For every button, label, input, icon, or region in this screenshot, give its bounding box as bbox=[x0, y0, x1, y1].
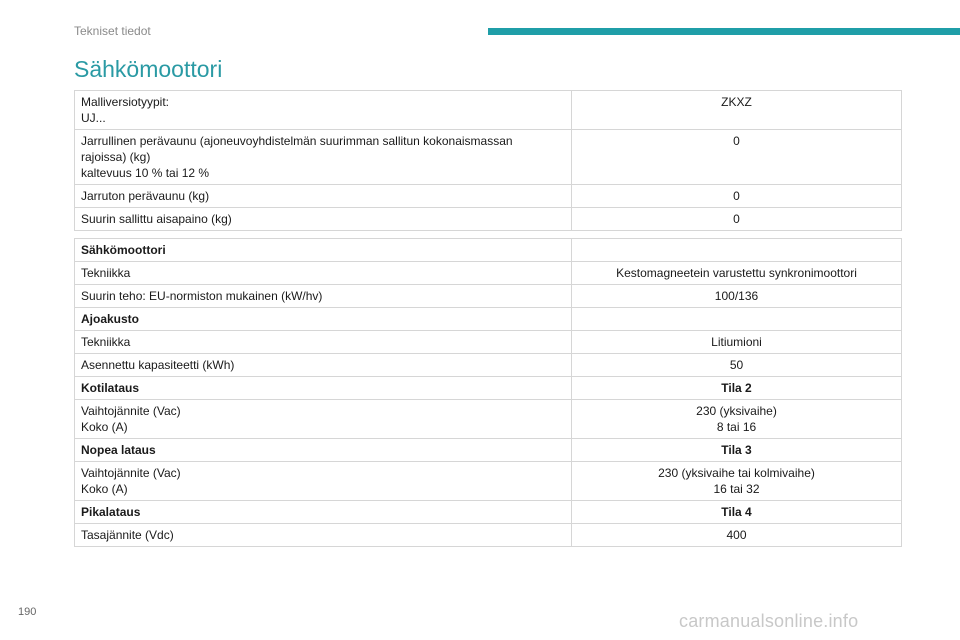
row-value: 50 bbox=[572, 354, 902, 377]
table-row bbox=[75, 400, 902, 439]
page-title: Sähkömoottori bbox=[74, 56, 223, 82]
table-row bbox=[75, 501, 902, 524]
row-label: Suurin teho: EU-normiston mukainen (kW/hv) bbox=[75, 285, 572, 308]
row-value bbox=[572, 308, 902, 331]
electric-motor-table bbox=[74, 238, 902, 547]
accent-bar bbox=[488, 28, 960, 35]
row-value: 230 (yksivaihe) 8 tai 16 bbox=[572, 400, 902, 439]
table-row bbox=[75, 439, 902, 462]
row-label: Jarruton perävaunu (kg) bbox=[75, 185, 572, 208]
row-label: Ajoakusto bbox=[75, 308, 572, 331]
row-value: 0 bbox=[572, 185, 902, 208]
row-value: ZKXZ bbox=[572, 91, 902, 130]
row-value: 230 (yksivaihe tai kolmivaihe) 16 tai 32 bbox=[572, 462, 902, 501]
vehicle-weights-table bbox=[74, 90, 902, 231]
row-label: Sähkömoottori bbox=[75, 239, 572, 262]
row-label: Tekniikka bbox=[75, 262, 572, 285]
table-row bbox=[75, 185, 902, 208]
row-label: Vaihtojännite (Vac) Koko (A) bbox=[75, 462, 572, 501]
row-value: 0 bbox=[572, 208, 902, 231]
row-label: Asennettu kapasiteetti (kWh) bbox=[75, 354, 572, 377]
row-value bbox=[572, 239, 902, 262]
row-value: Litiumioni bbox=[572, 331, 902, 354]
row-label: Pikalataus bbox=[75, 501, 572, 524]
row-label: Malliversiotyypit: UJ... bbox=[75, 91, 572, 130]
row-value: Tila 2 bbox=[572, 377, 902, 400]
table-row bbox=[75, 208, 902, 231]
watermark[interactable]: carmanualsonline.info bbox=[679, 611, 859, 631]
table-row bbox=[75, 262, 902, 285]
table-row bbox=[75, 462, 902, 501]
row-label: Tasajännite (Vdc) bbox=[75, 524, 572, 547]
row-value: 400 bbox=[572, 524, 902, 547]
table-row bbox=[75, 285, 902, 308]
table-row bbox=[75, 331, 902, 354]
row-label: Tekniikka bbox=[75, 331, 572, 354]
section-label: Tekniset tiedot bbox=[74, 24, 151, 38]
row-label: Vaihtojännite (Vac) Koko (A) bbox=[75, 400, 572, 439]
row-value: Tila 3 bbox=[572, 439, 902, 462]
table-row bbox=[75, 130, 902, 185]
row-value: 0 bbox=[572, 130, 902, 185]
table-row bbox=[75, 91, 902, 130]
table-row bbox=[75, 354, 902, 377]
row-value: 100/136 bbox=[572, 285, 902, 308]
page-number: 190 bbox=[18, 606, 37, 618]
row-value: Tila 4 bbox=[572, 501, 902, 524]
table-row bbox=[75, 377, 902, 400]
row-label: Jarrullinen perävaunu (ajoneuvoyhdistelmän suurimman sallitun kokonaismassan rajoissa) (kg) kaltevuus 10 % tai 12 % bbox=[75, 130, 572, 185]
row-label: Kotilataus bbox=[75, 377, 572, 400]
row-value: Kestomagneetein varustettu synkronimoottori bbox=[572, 262, 902, 285]
row-label: Nopea lataus bbox=[75, 439, 572, 462]
row-label: Suurin sallittu aisapaino (kg) bbox=[75, 208, 572, 231]
table-row bbox=[75, 239, 902, 262]
table-row bbox=[75, 308, 902, 331]
table-row bbox=[75, 524, 902, 547]
